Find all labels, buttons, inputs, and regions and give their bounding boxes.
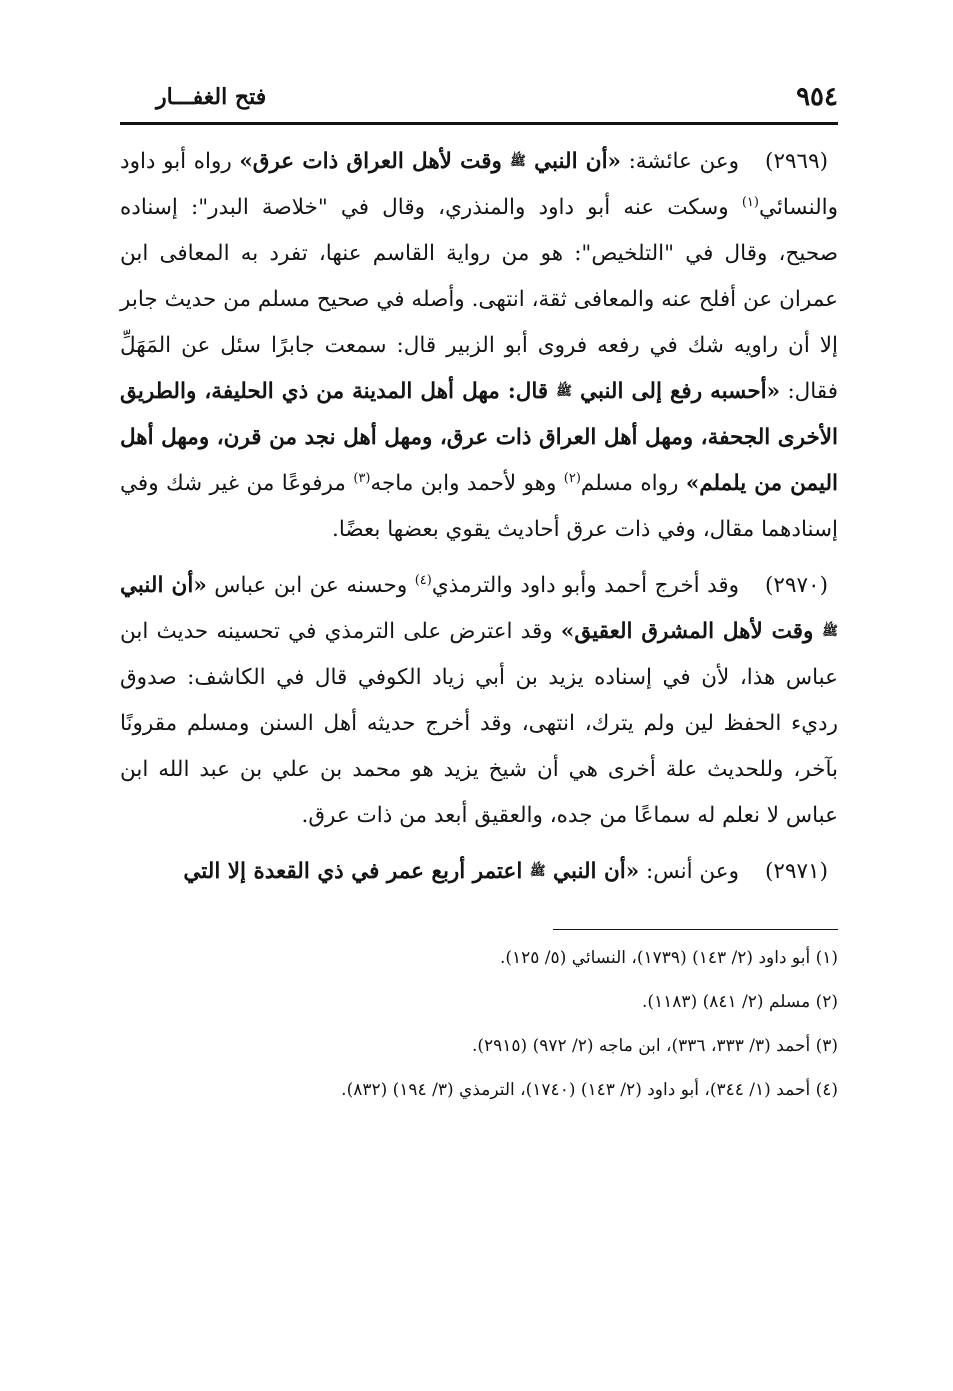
- hadith-2971: [120, 849, 838, 895]
- footnote-4: (٤) أحمد (١/ ٣٤٤)، أبو داود (٢/ ١٤٣) (١٧٤٠)، الترمذي (٣/ ١٩٤) (٨٣٢).: [341, 1080, 838, 1100]
- footnote-ref-4: (٤): [414, 572, 432, 588]
- hadith-quote: وقت لأهل العراق ذات عرق»: [239, 149, 511, 174]
- text: وهو لأحمد وابن ماجه: [370, 471, 564, 496]
- text: وسكت عنه أبو داود والمنذري، وقال في "خلاصة البدر": إسناده صحيح، وقال في "التلخيص": هو من رواية القاسم عنها، تفرد به المعافى ابن عمران عن أفلح عنه والمعافى ثقة، انتهى. وأصله في صحيح مسلم من حديث جابر إلا أن راويه شك في رفعه فروى أبو الزبير قال: سمعت جابرًا سئل عن المَهَلِّ فقال:: [120, 195, 839, 404]
- hadith-quote: «أن النبي: [120, 573, 207, 598]
- footnote-ref-3: (٣): [353, 470, 371, 486]
- text: رواه أبو داود والنسائي: [120, 149, 838, 220]
- hadith-quote: اعتمر أربع عمر في ذي القعدة إلا التي: [183, 859, 530, 884]
- text: وعن أنس:: [639, 859, 740, 884]
- text: وقد أخرج أحمد وأبو داود والترمذي: [431, 573, 740, 598]
- footnote-1: (١) أبو داود (٢/ ١٤٣) (١٧٣٩)، النسائي (٥/ ١٢٥).: [499, 948, 838, 968]
- hadith-quote: «أن النبي: [545, 859, 640, 884]
- salawat-glyph: ﷺ: [556, 384, 572, 399]
- hadith-quote: «أحسبه رفع إلى النبي: [571, 379, 781, 404]
- text: وعن عائشة:: [620, 149, 740, 174]
- footnote-ref-1: (١): [741, 194, 759, 210]
- hadith-number: (٢٩٧١): [765, 859, 828, 884]
- page-header: [120, 78, 838, 125]
- text: رواه مسلم: [580, 471, 686, 496]
- hadith-quote: «أن النبي: [525, 149, 621, 174]
- hadith-2970: [120, 563, 838, 839]
- salawat-glyph: ﷺ: [510, 154, 526, 169]
- page-body: [120, 139, 838, 895]
- footnote-2: (٢) مسلم (٢/ ٨٤١) (١١٨٣).: [641, 992, 838, 1012]
- salawat-glyph: ﷺ: [822, 624, 838, 639]
- hadith-quote: قال: مهل أهل المدينة من ذي الحليفة، والطريق الأخرى الجحفة، ومهل أهل العراق ذات عرق، ومهل أهل نجد من قرن، ومهل أهل اليمن من يلملم»: [120, 379, 838, 496]
- footnote-ref-2: (٢): [563, 470, 581, 486]
- page-number: ٩٥٤: [796, 82, 838, 112]
- page: [120, 78, 838, 1112]
- hadith-2969: [120, 139, 838, 553]
- salawat-glyph: ﷺ: [529, 864, 546, 879]
- book-title: فتح الغفـــار: [156, 84, 267, 110]
- text: وقد اعترض على الترمذي في تحسينه حديث ابن عباس هذا، لأن في إسناده يزيد بن أبي زياد الكوفي قال في الكاشف: صدوق رديء الحفظ لين ولم يترك، انتهى، وقد أخرج حديثه أهل السنن ومسلم مقرونًا بآخر، وللحديث علة أخرى هي أن شيخ يزيد هو محمد بن علي بن عبد الله ابن عباس لا نعلم له سماعًا من جده، والعقيق أبعد من ذات عرق.: [120, 619, 838, 828]
- footnote-divider: [553, 929, 838, 930]
- footnote-3: (٣) أحمد (٣/ ٣٣٣، ٣٣٦)، ابن ماجه (٢/ ٩٧٢) (٢٩١٥).: [471, 1036, 838, 1056]
- hadith-number: (٢٩٦٩): [765, 149, 829, 174]
- footnotes: [120, 936, 838, 1112]
- text: وحسنه عن ابن عباس: [206, 573, 415, 598]
- hadith-quote: وقت لأهل المشرق العقيق»: [560, 619, 823, 644]
- text: مرفوعًا من غير شك وفي إسنادهما مقال، وفي ذات عرق أحاديث يقوي بعضها بعضًا.: [120, 471, 838, 542]
- hadith-number: (٢٩٧٠): [765, 573, 828, 598]
